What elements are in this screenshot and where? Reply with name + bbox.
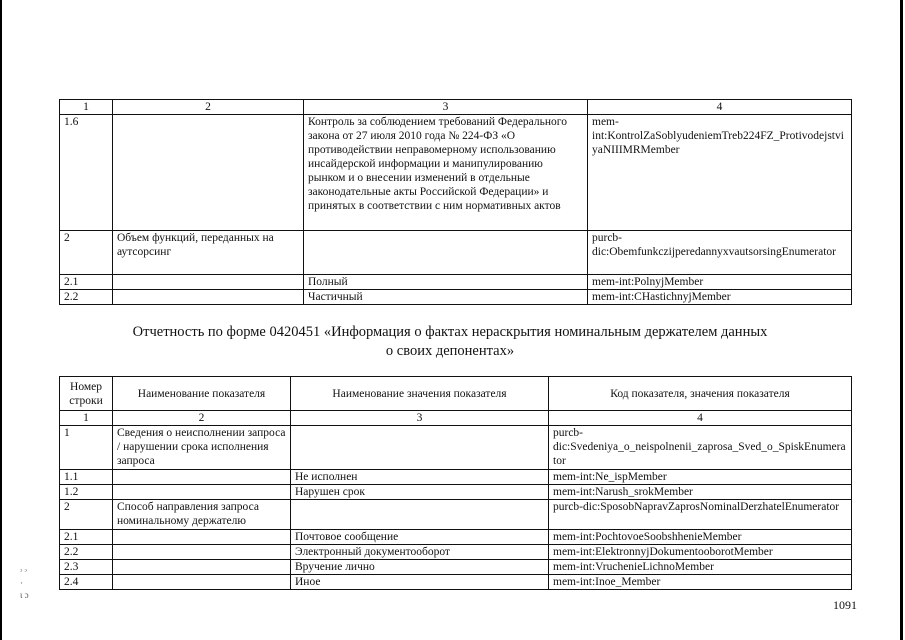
row-number: 2.3	[60, 560, 113, 575]
indicator-name	[113, 485, 291, 500]
table-row	[60, 560, 852, 575]
column-numbers-row	[60, 411, 852, 426]
row-number: 2.2	[60, 545, 113, 560]
indicator-code: mem-int:KontrolZaSoblyudeniemTreb224FZ_ProtivodejstviyaNIIIMRMember	[588, 115, 852, 231]
value-name: Контроль за соблюдением требований Федерального закона от 27 июля 2010 года № 224-ФЗ «О противодействии неправомерному использованию инсайдерской информации и манипулированию рынком и о внесении изменений в отдельные законодательные акты Российской Федерации» и принятых в соответствии с ним нормативных актов	[304, 115, 588, 231]
table-header-row	[60, 100, 852, 115]
section-title-line: Отчетность по форме 0420451 «Информация о фактах нераскрытия номинальным держателем данных	[132, 324, 768, 340]
indicator-code: purcb-dic:SposobNapravZaprosNominalDerzhatelEnumerator	[549, 500, 852, 530]
value-name	[291, 500, 549, 530]
section-title	[60, 323, 840, 361]
value-name	[291, 426, 549, 470]
column-number: 3	[291, 411, 549, 426]
value-name: Почтовое сообщение	[291, 530, 549, 545]
indicator-code: mem-int:PolnyjMember	[588, 275, 852, 290]
indicator-name	[113, 530, 291, 545]
row-number: 1.1	[60, 470, 113, 485]
value-name: Нарушен срок	[291, 485, 549, 500]
indicator-code: purcb-dic:Svedeniya_o_neispolnenii_zaprosa_Sved_o_SpiskEnumerator	[549, 426, 852, 470]
table-row	[60, 470, 852, 485]
indicator-name: Сведения о неисполнении запроса / нарушении срока исполнения запроса	[113, 426, 291, 470]
indicator-name	[113, 115, 304, 231]
indicator-code: mem-int:Ne_ispMember	[549, 470, 852, 485]
value-name: Полный	[304, 275, 588, 290]
column-header: Номер строки	[60, 377, 113, 411]
row-number: 2.2	[60, 290, 113, 305]
indicator-name	[113, 560, 291, 575]
row-number: 1	[60, 426, 113, 470]
indicator-name: Объем функций, переданных на аутсорсинг	[113, 231, 304, 275]
row-number: 2	[60, 500, 113, 530]
value-name: Электронный документооборот	[291, 545, 549, 560]
row-number: 2.4	[60, 575, 113, 590]
value-name	[304, 231, 588, 275]
indicator-name	[113, 275, 304, 290]
row-number: 1.6	[60, 115, 113, 231]
table-row	[60, 231, 852, 275]
column-header: Наименование показателя	[113, 377, 291, 411]
indicator-code: mem-int:ElektronnyjDokumentooborotMember	[549, 545, 852, 560]
table-row	[60, 575, 852, 590]
value-name: Вручение лично	[291, 560, 549, 575]
indicator-code: purcb-dic:ObemfunkczijperedannyxvautsorsingEnumerator	[588, 231, 852, 275]
table-row	[60, 500, 852, 530]
page-number: 1091	[833, 598, 857, 612]
section-title-line: о своих депонентах»	[385, 343, 515, 359]
column-number: 4	[588, 100, 852, 115]
table-row	[60, 485, 852, 500]
table-row	[60, 530, 852, 545]
table-row	[60, 275, 852, 290]
table-header-row	[60, 377, 852, 411]
table-row	[60, 115, 852, 231]
table-continuation	[59, 99, 852, 305]
column-number: 2	[113, 100, 304, 115]
table-row	[60, 426, 852, 470]
indicator-code: mem-int:PochtovoeSoobshhenieMember	[549, 530, 852, 545]
indicator-name	[113, 575, 291, 590]
value-name: Иное	[291, 575, 549, 590]
table-row	[60, 290, 852, 305]
scan-left-edge	[0, 0, 2, 640]
row-number: 1.2	[60, 485, 113, 500]
column-header: Код показателя, значения показателя	[549, 377, 852, 411]
indicator-name	[113, 545, 291, 560]
indicator-code: mem-int:CHastichnyjMember	[588, 290, 852, 305]
indicator-code: mem-int:Narush_srokMember	[549, 485, 852, 500]
value-name: Не исполнен	[291, 470, 549, 485]
column-header: Наименование значения показателя	[291, 377, 549, 411]
table-row	[60, 545, 852, 560]
indicator-name	[113, 470, 291, 485]
indicator-code: mem-int:VruchenieLichnoMember	[549, 560, 852, 575]
indicator-table	[59, 376, 852, 590]
indicator-code: mem-int:Inoe_Member	[549, 575, 852, 590]
scan-right-edge	[900, 0, 903, 640]
scan-margin-marks: ᵓ ᵓ · ι ɔ	[20, 566, 29, 600]
row-number: 2.1	[60, 530, 113, 545]
row-number: 2	[60, 231, 113, 275]
row-number: 2.1	[60, 275, 113, 290]
column-number: 1	[60, 100, 113, 115]
indicator-name	[113, 290, 304, 305]
indicator-name: Способ направления запроса номинальному держателю	[113, 500, 291, 530]
column-number: 4	[549, 411, 852, 426]
column-number: 3	[304, 100, 588, 115]
column-number: 2	[113, 411, 291, 426]
column-number: 1	[60, 411, 113, 426]
value-name: Частичный	[304, 290, 588, 305]
